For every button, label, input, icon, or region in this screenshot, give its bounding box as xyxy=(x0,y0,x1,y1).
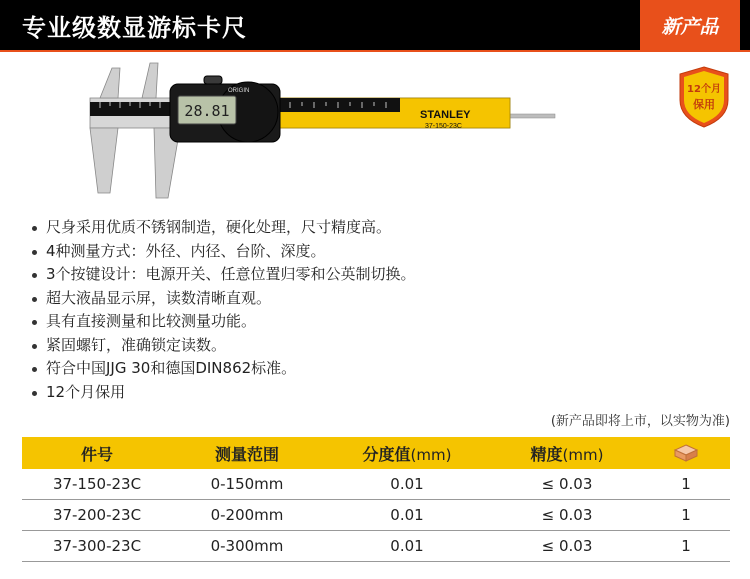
feature-item: 符合中国JJG 30和德国DIN862标准。 xyxy=(30,357,416,381)
cell-qty: 1 xyxy=(642,531,730,562)
table-row xyxy=(22,469,730,500)
table-row xyxy=(22,500,730,531)
badge-line2: 保用 xyxy=(693,98,715,111)
cell-resolution: 0.01 xyxy=(322,500,492,531)
table-row xyxy=(22,531,730,562)
cell-qty: 1 xyxy=(642,500,730,531)
table-header-row xyxy=(22,437,730,469)
col-part: 件号 xyxy=(22,437,172,469)
col-range: 测量范围 xyxy=(172,437,322,469)
feature-item: 具有直接测量和比较测量功能。 xyxy=(30,310,416,334)
cell-range: 0-300mm xyxy=(172,531,322,562)
box-icon xyxy=(673,443,699,463)
feature-item: 3个按键设计：电源开关、任意位置归零和公英制切换。 xyxy=(30,263,416,287)
cell-part: 37-200-23C xyxy=(22,500,172,531)
cell-range: 0-200mm xyxy=(172,500,322,531)
header-divider xyxy=(0,50,750,52)
page-title: 专业级数显游标卡尺 xyxy=(22,14,247,42)
cell-part: 37-300-23C xyxy=(22,531,172,562)
feature-item: 4种测量方式：外径、内径、台阶、深度。 xyxy=(30,240,416,264)
feature-item: 紧固螺钉，准确锁定读数。 xyxy=(30,334,416,358)
warranty-badge xyxy=(678,66,730,128)
col-package xyxy=(642,437,730,469)
new-product-tag: 新产品 xyxy=(640,0,740,50)
page-header xyxy=(0,0,750,50)
cell-accuracy: ≤ 0.03 xyxy=(492,469,642,500)
model-label: 37-150-23C xyxy=(425,123,462,130)
col-accuracy: 精度(mm) xyxy=(492,437,642,469)
feature-item: 尺身采用优质不锈钢制造，硬化处理，尺寸精度高。 xyxy=(30,216,416,240)
cell-range: 0-150mm xyxy=(172,469,322,500)
cell-accuracy: ≤ 0.03 xyxy=(492,531,642,562)
badge-line1: 12个月 xyxy=(687,84,721,95)
lcd-reading: 28.81 xyxy=(184,102,230,120)
spec-table xyxy=(22,437,730,562)
feature-list xyxy=(30,216,416,404)
feature-item: 超大液晶显示屏，读数清晰直观。 xyxy=(30,287,416,311)
cell-qty: 1 xyxy=(642,469,730,500)
availability-note: (新产品即将上市，以实物为准) xyxy=(550,414,730,429)
brand-name: STANLEY xyxy=(420,109,471,121)
caliper-image xyxy=(80,58,610,208)
cell-part: 37-150-23C xyxy=(22,469,172,500)
cell-accuracy: ≤ 0.03 xyxy=(492,500,642,531)
cell-resolution: 0.01 xyxy=(322,531,492,562)
origin-label: ORIGIN xyxy=(228,88,250,94)
cell-resolution: 0.01 xyxy=(322,469,492,500)
feature-item: 12个月保用 xyxy=(30,381,416,405)
col-resolution: 分度值(mm) xyxy=(322,437,492,469)
